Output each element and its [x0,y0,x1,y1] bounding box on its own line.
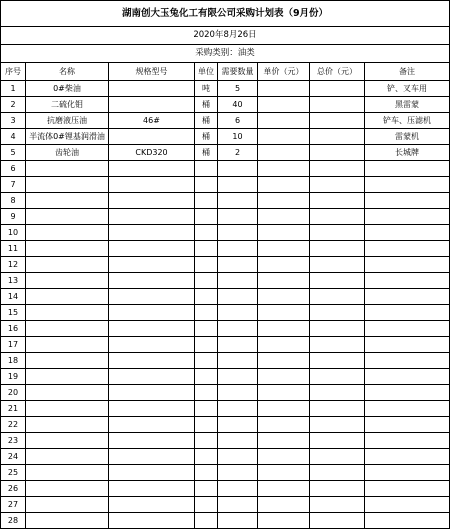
cell-total [310,417,365,433]
cell-total [310,465,365,481]
cell-qty [218,401,258,417]
cell-spec: 46# [109,113,195,129]
cell-seq: 7 [1,177,26,193]
cell-unit: 吨 [195,81,218,97]
cell-qty [218,481,258,497]
cell-spec [109,81,195,97]
cell-seq: 9 [1,209,26,225]
table-row [1,385,450,401]
cell-unit [195,161,218,177]
cell-total [310,225,365,241]
cell-spec [109,433,195,449]
cell-total [310,273,365,289]
cell-remark [365,225,450,241]
cell-seq: 10 [1,225,26,241]
cell-spec [109,161,195,177]
cell-remark: 铲车、压滤机 [365,113,450,129]
cell-qty [218,497,258,513]
cell-qty [218,241,258,257]
cell-unit [195,193,218,209]
cell-price [258,353,310,369]
table-row [1,321,450,337]
cell-remark: 黑雷蒙 [365,97,450,113]
cell-seq: 20 [1,385,26,401]
cell-unit [195,513,218,529]
cell-price [258,113,310,129]
cell-qty [218,433,258,449]
cell-seq: 1 [1,81,26,97]
table-row [1,129,450,145]
cell-remark [365,337,450,353]
cell-price [258,497,310,513]
cell-name [26,481,109,497]
cell-remark [365,177,450,193]
cell-seq: 27 [1,497,26,513]
cell-total [310,497,365,513]
cell-name [26,305,109,321]
cell-qty [218,225,258,241]
table-row [1,97,450,113]
cell-price [258,273,310,289]
table-row [1,225,450,241]
cell-qty [218,385,258,401]
table-row [1,289,450,305]
cell-spec [109,193,195,209]
cell-qty [218,449,258,465]
cell-qty [218,305,258,321]
cell-qty [218,289,258,305]
cell-price [258,513,310,529]
cell-seq: 28 [1,513,26,529]
cell-total [310,113,365,129]
cell-spec [109,257,195,273]
cell-remark [365,481,450,497]
sheet-title: 湖南创大玉兔化工有限公司采购计划表（9月份） [1,1,450,27]
cell-spec [109,449,195,465]
cell-name: 0#柴油 [26,81,109,97]
cell-spec: CKD320 [109,145,195,161]
cell-seq: 21 [1,401,26,417]
table-row [1,513,450,529]
table-row [1,193,450,209]
cell-qty [218,417,258,433]
table-row [1,449,450,465]
category-row [1,45,450,63]
cell-unit [195,305,218,321]
cell-price [258,161,310,177]
cell-spec [109,273,195,289]
cell-unit [195,177,218,193]
cell-unit [195,209,218,225]
cell-total [310,81,365,97]
cell-spec [109,417,195,433]
cell-spec [109,337,195,353]
cell-qty [218,369,258,385]
cell-price [258,129,310,145]
cell-unit: 桶 [195,113,218,129]
cell-total [310,129,365,145]
cell-unit [195,353,218,369]
cell-total [310,353,365,369]
cell-name [26,289,109,305]
table-row [1,337,450,353]
cell-name [26,465,109,481]
cell-unit: 桶 [195,129,218,145]
cell-name [26,401,109,417]
cell-remark [365,193,450,209]
table-row [1,481,450,497]
cell-seq: 26 [1,481,26,497]
cell-spec [109,97,195,113]
cell-total [310,209,365,225]
cell-spec [109,497,195,513]
cell-total [310,337,365,353]
table-row [1,113,450,129]
cell-name [26,385,109,401]
cell-unit [195,225,218,241]
sheet-date: 2020年8月26日 [1,27,450,45]
cell-remark: 铲、叉车用 [365,81,450,97]
cell-remark [365,449,450,465]
cell-remark [365,433,450,449]
cell-seq: 24 [1,449,26,465]
table-row [1,81,450,97]
cell-qty [218,337,258,353]
table-row [1,161,450,177]
cell-name [26,209,109,225]
cell-total [310,321,365,337]
cell-qty [218,177,258,193]
cell-spec [109,129,195,145]
header-unit: 单位 [195,63,218,81]
cell-remark [365,385,450,401]
cell-unit [195,385,218,401]
cell-unit [195,289,218,305]
header-total: 总价（元） [310,63,365,81]
cell-qty: 2 [218,145,258,161]
cell-qty [218,193,258,209]
cell-unit [195,401,218,417]
cell-name: 二硫化钼 [26,97,109,113]
cell-price [258,417,310,433]
cell-price [258,225,310,241]
cell-total [310,449,365,465]
cell-remark [365,289,450,305]
cell-price [258,257,310,273]
cell-total [310,193,365,209]
cell-qty [218,257,258,273]
cell-price [258,97,310,113]
cell-name [26,353,109,369]
cell-name: 齿轮油 [26,145,109,161]
cell-price [258,209,310,225]
cell-total [310,305,365,321]
table-row [1,241,450,257]
cell-remark [365,257,450,273]
cell-price [258,321,310,337]
cell-name [26,417,109,433]
table-row [1,465,450,481]
cell-price [258,433,310,449]
table-row [1,497,450,513]
cell-remark [365,513,450,529]
cell-unit [195,497,218,513]
cell-unit [195,321,218,337]
cell-price [258,337,310,353]
cell-seq: 22 [1,417,26,433]
cell-remark [365,465,450,481]
cell-seq: 23 [1,433,26,449]
cell-total [310,481,365,497]
cell-qty [218,209,258,225]
cell-qty [218,273,258,289]
cell-total [310,513,365,529]
cell-total [310,241,365,257]
cell-name [26,161,109,177]
cell-name: 半流体0#锂基润滑油 [26,129,109,145]
table-row [1,353,450,369]
cell-qty: 40 [218,97,258,113]
cell-unit [195,337,218,353]
cell-unit [195,465,218,481]
header-name: 名称 [26,63,109,81]
cell-price [258,465,310,481]
cell-total [310,177,365,193]
cell-seq: 16 [1,321,26,337]
cell-price [258,385,310,401]
cell-total [310,145,365,161]
table-row [1,273,450,289]
cell-unit [195,241,218,257]
cell-spec [109,321,195,337]
cell-seq: 13 [1,273,26,289]
cell-total [310,161,365,177]
cell-spec [109,369,195,385]
title-row [1,1,450,27]
cell-name [26,449,109,465]
cell-price [258,449,310,465]
cell-name [26,513,109,529]
cell-name [26,177,109,193]
cell-spec [109,209,195,225]
cell-price [258,241,310,257]
cell-spec [109,465,195,481]
cell-price [258,289,310,305]
cell-remark: 长城牌 [365,145,450,161]
cell-seq: 19 [1,369,26,385]
date-row [1,27,450,45]
table-row [1,257,450,273]
header-price: 单价（元） [258,63,310,81]
table-row [1,369,450,385]
table-row [1,177,450,193]
cell-total [310,289,365,305]
cell-spec [109,353,195,369]
cell-spec [109,401,195,417]
cell-remark [365,305,450,321]
cell-unit [195,273,218,289]
cell-spec [109,385,195,401]
cell-name [26,433,109,449]
cell-price [258,193,310,209]
cell-seq: 12 [1,257,26,273]
cell-qty [218,321,258,337]
cell-name [26,225,109,241]
header-remark: 备注 [365,63,450,81]
cell-seq: 18 [1,353,26,369]
cell-seq: 15 [1,305,26,321]
cell-qty: 10 [218,129,258,145]
cell-spec [109,289,195,305]
cell-name [26,273,109,289]
cell-price [258,369,310,385]
cell-qty: 6 [218,113,258,129]
cell-spec [109,513,195,529]
cell-seq: 2 [1,97,26,113]
cell-qty [218,161,258,177]
cell-remark [365,161,450,177]
cell-remark [365,497,450,513]
cell-remark [365,353,450,369]
cell-total [310,433,365,449]
table-row [1,145,450,161]
table-row [1,401,450,417]
cell-unit [195,481,218,497]
cell-unit: 桶 [195,97,218,113]
header-spec: 规格型号 [109,63,195,81]
cell-spec [109,241,195,257]
cell-remark [365,401,450,417]
cell-remark [365,321,450,337]
cell-spec [109,481,195,497]
cell-total [310,257,365,273]
cell-remark [365,369,450,385]
cell-seq: 25 [1,465,26,481]
cell-seq: 6 [1,161,26,177]
header-row [1,63,450,81]
cell-spec [109,305,195,321]
cell-remark [365,241,450,257]
cell-name [26,241,109,257]
cell-price [258,81,310,97]
cell-seq: 3 [1,113,26,129]
cell-price [258,481,310,497]
cell-total [310,401,365,417]
cell-remark [365,209,450,225]
cell-price [258,177,310,193]
cell-unit [195,417,218,433]
cell-unit: 桶 [195,145,218,161]
cell-price [258,145,310,161]
cell-seq: 4 [1,129,26,145]
table-row [1,209,450,225]
cell-remark [365,273,450,289]
cell-remark [365,417,450,433]
purchase-category: 采购类别：油类 [1,45,450,63]
table-row [1,305,450,321]
cell-total [310,369,365,385]
cell-spec [109,225,195,241]
cell-price [258,305,310,321]
cell-name: 抗磨液压油 [26,113,109,129]
header-seq: 序号 [1,63,26,81]
cell-seq: 17 [1,337,26,353]
cell-unit [195,433,218,449]
cell-total [310,97,365,113]
cell-name [26,497,109,513]
cell-name [26,369,109,385]
cell-spec [109,177,195,193]
cell-qty [218,353,258,369]
cell-unit [195,449,218,465]
cell-qty: 5 [218,81,258,97]
cell-seq: 14 [1,289,26,305]
cell-seq: 8 [1,193,26,209]
cell-name [26,193,109,209]
cell-unit [195,257,218,273]
cell-seq: 11 [1,241,26,257]
cell-name [26,321,109,337]
header-qty: 需要数量 [218,63,258,81]
cell-qty [218,513,258,529]
cell-seq: 5 [1,145,26,161]
cell-total [310,385,365,401]
cell-unit [195,369,218,385]
cell-remark: 雷蒙机 [365,129,450,145]
cell-name [26,257,109,273]
table-row [1,433,450,449]
table-row [1,417,450,433]
cell-name [26,337,109,353]
cell-qty [218,465,258,481]
cell-price [258,401,310,417]
